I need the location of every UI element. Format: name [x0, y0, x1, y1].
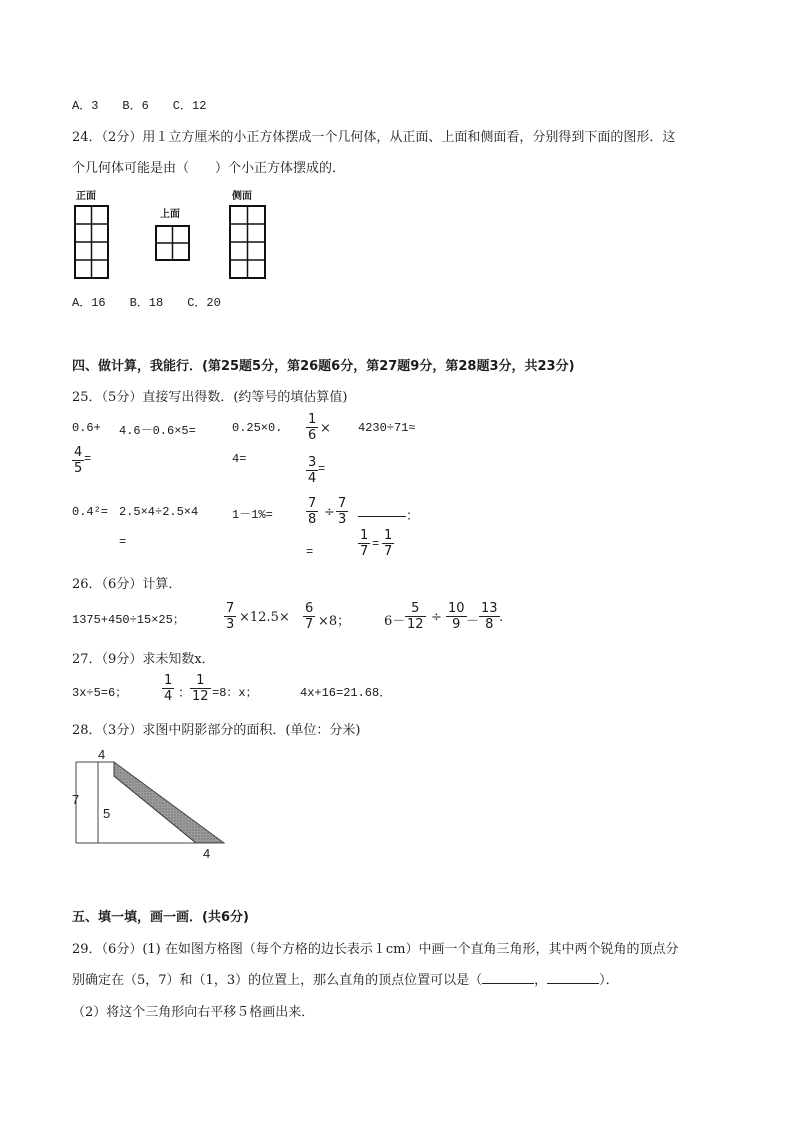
q27-expr2-fraction1: 1 4	[164, 673, 173, 704]
q25-expr10-fraction1: 1 7	[360, 528, 369, 559]
q28-label-bottom: 4	[203, 846, 211, 860]
q25-expr1-equals: =	[84, 452, 92, 466]
q25-expr7: 2.5×4÷2.5×4	[119, 505, 199, 519]
q25-expr9-equals: =	[306, 545, 314, 559]
q27-expr2-end: =8：x；	[212, 686, 258, 700]
q29-text-line3: （2）将这个三角形向右平移５格画出来．	[72, 1005, 315, 1020]
q26-expr3-fraction2: 10 9	[448, 601, 465, 632]
q26-expr2-mid: ×12.5×	[239, 610, 290, 625]
q25-expr1-fraction: 4 5	[74, 445, 83, 476]
q27-title: 27．（9分）求未知数x．	[72, 652, 215, 667]
q27-expr3: 4x+16=21.68．	[300, 686, 392, 700]
q27-expr2-colon: ：	[178, 686, 192, 701]
q26-expr3-op1: ÷	[431, 610, 442, 625]
q25-expr4-equals: =	[318, 462, 326, 476]
q25-expr2: 4.6－0.6×5=	[119, 424, 196, 438]
q24-text-line1: 24．（2分）用１立方厘米的小正方体摆成一个几何体，从正面、上面和侧面看，分别得到下面的图形．这	[72, 130, 676, 145]
q26-expr1: 1375+450÷15×25；	[72, 613, 185, 627]
q26-expr3-end: .	[499, 610, 504, 625]
q24-side-view	[229, 205, 267, 280]
q25-title: 25．（5分）直接写出得数．(约等号的填估算值)	[72, 390, 348, 405]
q29-line2-sep: ，	[534, 973, 548, 988]
q28-title: 28．（3分）求图中阴影部分的面积．(单位：分米)	[72, 723, 361, 738]
q26-expr3-op2: －	[466, 614, 480, 629]
q25-expr1: 0.6+	[72, 421, 101, 435]
section5-title: 五、填一填，画一画．(共6分)	[72, 910, 249, 925]
q28-label-left: 7	[72, 792, 80, 807]
q25-expr6: 0.4²=	[72, 505, 109, 519]
q24-front-view	[74, 205, 110, 280]
q26-title: 26．（6分）计算．	[72, 577, 182, 592]
q25-expr3: 0.25×0.	[232, 421, 283, 435]
q29-blank-1[interactable]	[482, 983, 534, 984]
q29-blank-2[interactable]	[547, 983, 599, 984]
q24-label-side: 侧面	[232, 191, 252, 202]
q25-expr8: 1－1%=	[232, 508, 273, 522]
q24-label-front: 正面	[76, 191, 96, 202]
q24-top-view	[155, 225, 191, 262]
q25-expr9-fraction1: 7 8	[308, 496, 317, 527]
q28-label-mid: 5	[103, 806, 111, 821]
q29-line2-end: ）．	[599, 973, 619, 988]
q26-expr3-fraction3: 13 8	[481, 601, 498, 632]
q25-expr10-blank[interactable]	[358, 516, 406, 517]
q24-text-line2: 个几何体可能是由（ ）个小正方体摆成的．	[72, 161, 346, 176]
q26-expr2-end: ×8；	[318, 614, 351, 629]
q27-expr1: 3x÷5=6；	[72, 686, 128, 700]
q26-expr3-fraction1: 5 12	[407, 601, 424, 632]
q25-expr4-fraction2: 3 4	[308, 455, 317, 486]
q27-expr2-fraction2: 1 12	[192, 673, 209, 704]
q25-expr5: 4230÷71≈	[358, 421, 416, 435]
q29-text-line2	[72, 969, 619, 988]
q25-expr9-op: ÷	[324, 505, 335, 520]
q25-expr4-op: ×	[320, 421, 331, 436]
q26-expr3-start: 6－	[384, 614, 406, 629]
q28-figure	[72, 748, 232, 860]
q23-options: A．3 B．6 C．12	[72, 99, 207, 113]
q26-expr2-fraction1: 7 3	[226, 601, 235, 632]
q25-expr7-equals: =	[119, 535, 127, 549]
q25-expr10-equals: =	[372, 537, 380, 551]
q24-options: A．16 B．18 C．20	[72, 296, 221, 310]
q29-text-line1: 29．（6分）(1) 在如图方格图（每个方格的边长表示１cm）中画一个直角三角形，其中两个锐角的顶点分	[72, 942, 679, 957]
q24-label-top: 上面	[160, 209, 180, 220]
section4-title: 四、做计算，我能行．(第25题5分，第26题6分，第27题9分，第28题3分，共23分)	[72, 359, 575, 374]
q26-expr2-fraction2: 6 7	[305, 601, 314, 632]
q28-label-top: 4	[98, 748, 106, 762]
q25-expr4-fraction1: 1 6	[308, 412, 317, 443]
q25-expr10-fraction2: 1 7	[384, 528, 393, 559]
q25-expr3-cont: 4=	[232, 452, 247, 466]
q25-expr10-colon: ：	[406, 509, 420, 524]
q29-line2-start: 别确定在（5，7）和（1，3）的位置上，那么直角的顶点位置可以是（	[72, 973, 483, 988]
q25-expr9-fraction2: 7 3	[338, 496, 347, 527]
